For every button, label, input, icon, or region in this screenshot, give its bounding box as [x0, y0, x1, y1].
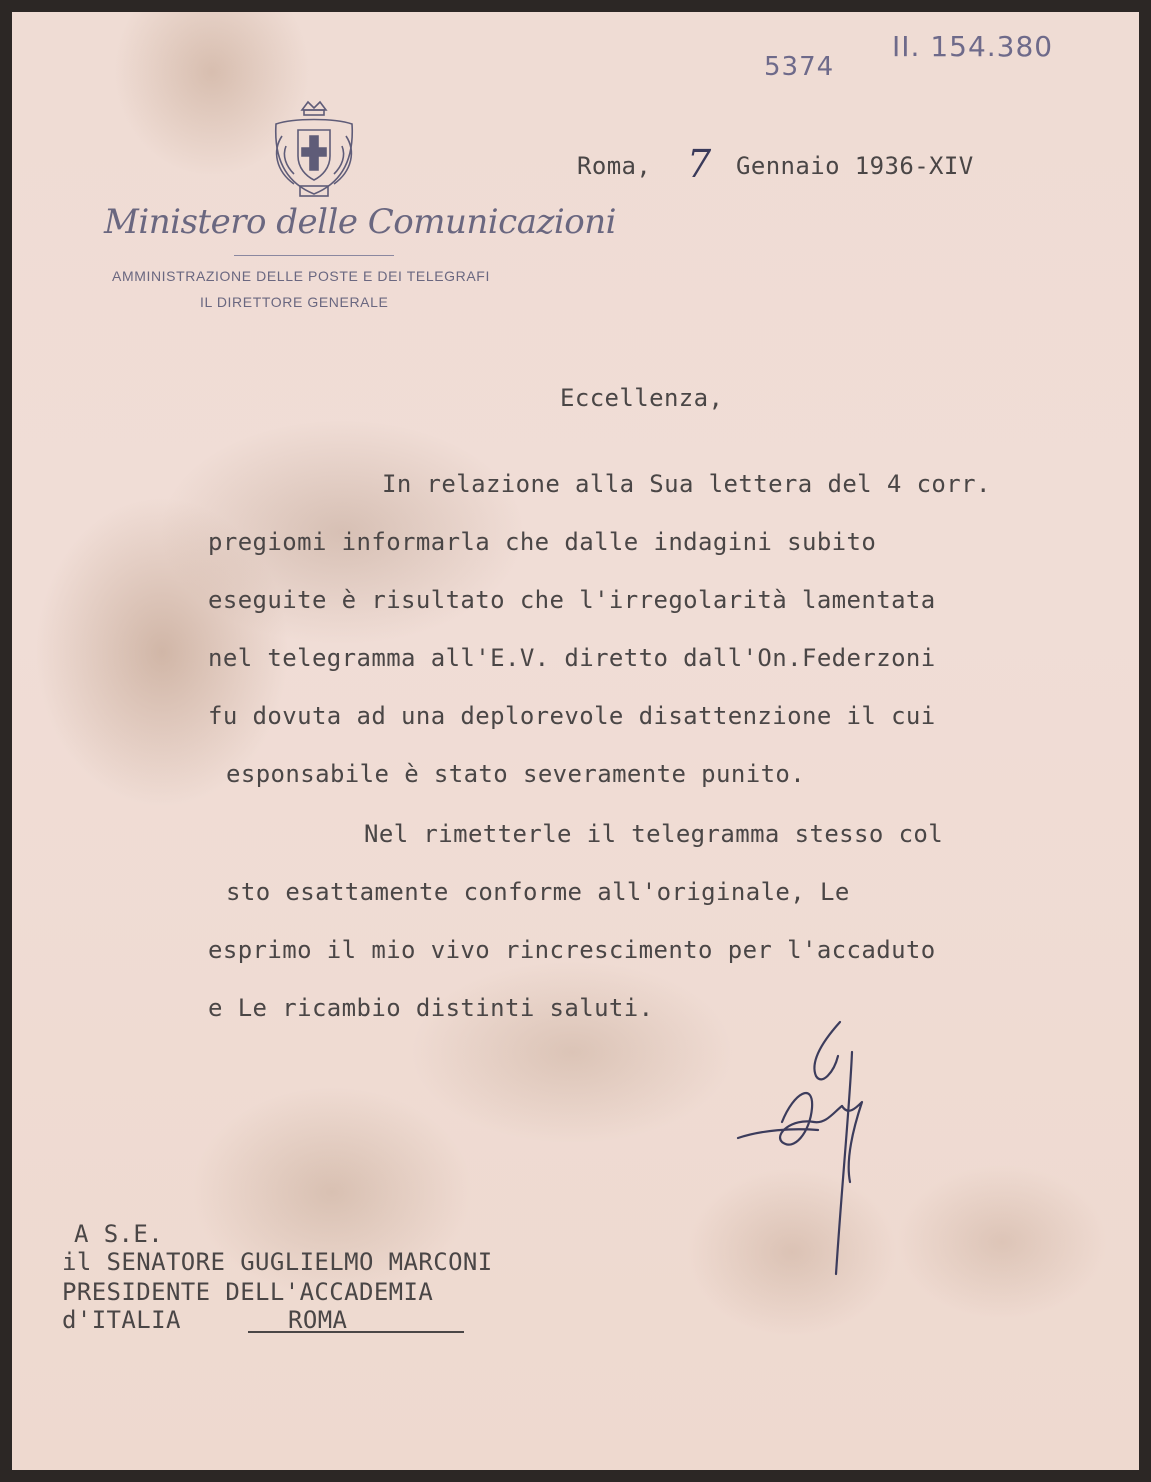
ministry-name: Ministero delle Comunicazioni — [104, 202, 617, 242]
body-line: sto esattamente conforme all'originale, Le — [226, 878, 850, 906]
date-day-handwritten: 7 — [687, 142, 712, 186]
recipient-line: A S.E. — [74, 1220, 164, 1248]
body-line: eseguite è risultato che l'irregolarità lamentata — [208, 586, 936, 614]
royal-crest-icon — [264, 96, 364, 206]
body-line: esponsabile è stato severamente punito. — [226, 760, 806, 788]
archive-number-pencil: 5374 — [764, 52, 835, 82]
date-text: Gennaio 1936-XIV — [736, 152, 974, 180]
city-underline — [248, 1331, 464, 1333]
body-line: pregiomi informarla che dalle indagini subito — [208, 528, 877, 556]
date-place: Roma, — [577, 152, 652, 180]
recipient-line: PRESIDENTE DELL'ACCADEMIA — [62, 1278, 434, 1306]
letterhead-rule — [234, 255, 394, 256]
administration-name: AMMINISTRAZIONE DELLE POSTE E DEI TELEGRAFI — [112, 268, 490, 284]
body-line: fu dovuta ad una deplorevole disattenzione il cui — [208, 702, 936, 730]
office-title: IL DIRETTORE GENERALE — [200, 294, 389, 310]
recipient-line: il SENATORE GUGLIELMO MARCONI — [62, 1248, 493, 1276]
handwritten-signature — [722, 1012, 902, 1282]
body-line: nel telegramma all'E.V. diretto dall'On.Federzoni — [208, 644, 936, 672]
salutation: Eccellenza, — [560, 384, 724, 412]
body-line: esprimo il mio vivo rincrescimento per l'accaduto — [208, 936, 936, 964]
recipient-line: d'ITALIA — [62, 1306, 181, 1334]
body-line: In relazione alla Sua lettera del 4 corr. — [382, 470, 991, 498]
recipient-city: ROMA — [288, 1306, 348, 1334]
body-line: e Le ricambio distinti saluti. — [208, 994, 654, 1022]
body-line: Nel rimetterle il telegramma stesso col — [364, 820, 944, 848]
archive-number-stamp: II. 154.380 — [892, 30, 1054, 63]
